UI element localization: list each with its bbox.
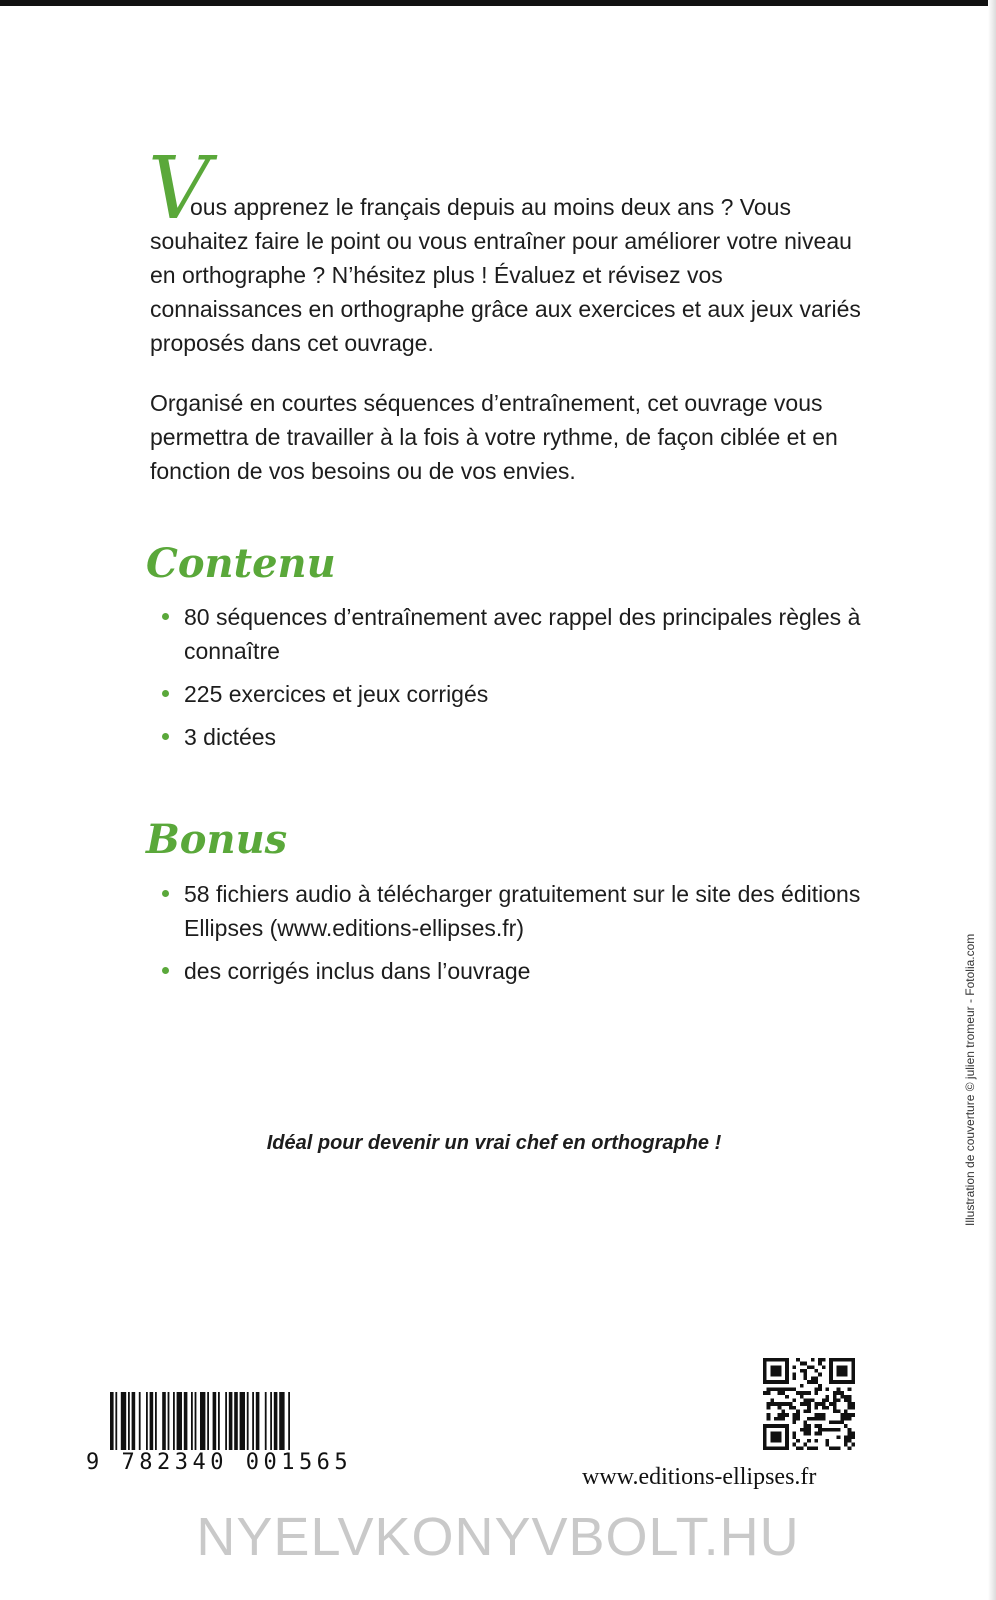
tagline: Idéal pour devenir un vrai chef en orthographe ! — [266, 1132, 722, 1154]
back-cover — [0, 6, 988, 1600]
bullet-icon — [162, 733, 169, 740]
list-item-text: 58 fichiers audio à télécharger gratuitement sur le site des éditions Ellipses (www.editions-ellipses.fr) — [184, 881, 861, 941]
list-item — [162, 720, 882, 754]
publisher-website: www.editions-ellipses.fr — [582, 1464, 817, 1490]
list-item-text: 225 exercices et jeux corrigés — [184, 681, 489, 707]
contenu-list — [162, 600, 882, 763]
intro-paragraph-2: Organisé en courtes séquences d’entraînement, cet ouvrage vous permettra de travailler à la fois à votre rythme, de façon ciblée et en fonction de vos besoins ou de vos envies. — [150, 390, 838, 484]
cover-credit: Illustration de couverture © julien tromeur - Fotolia.com — [963, 933, 977, 1226]
contenu-heading: Contenu — [146, 540, 336, 587]
bonus-list — [162, 877, 882, 997]
bullet-icon — [162, 890, 169, 897]
list-item — [162, 954, 882, 988]
intro-paragraph-1: ous apprenez le français depuis au moins deux ans ? Vous souhaitez faire le point ou vous entraîner pour améliorer votre niveau en orthographe ? N’hésitez plus ! Évaluez et révisez vos connaissances en orthographe grâce aux exercices et aux jeux variés proposés dans cet ouvrage. — [150, 194, 861, 356]
list-item-text: 3 dictées — [184, 724, 277, 750]
bullet-icon — [162, 613, 169, 620]
list-item-text: 80 séquences d’entraînement avec rappel des principales règles à connaître — [184, 604, 861, 664]
list-item-text: des corrigés inclus dans l’ouvrage — [184, 958, 531, 984]
bullet-icon — [162, 967, 169, 974]
spine-edge — [988, 0, 996, 1600]
list-item — [162, 677, 882, 711]
watermark: NYELVKONYVBOLT.HU — [196, 1507, 800, 1567]
bonus-heading: Bonus — [146, 816, 288, 863]
bullet-icon — [162, 690, 169, 697]
list-item — [162, 877, 882, 945]
isbn-number: 9 782340 001565 — [86, 1450, 353, 1475]
qr-code-icon — [763, 1358, 855, 1450]
dropcap-letter: V — [148, 139, 211, 239]
list-item — [162, 600, 882, 668]
